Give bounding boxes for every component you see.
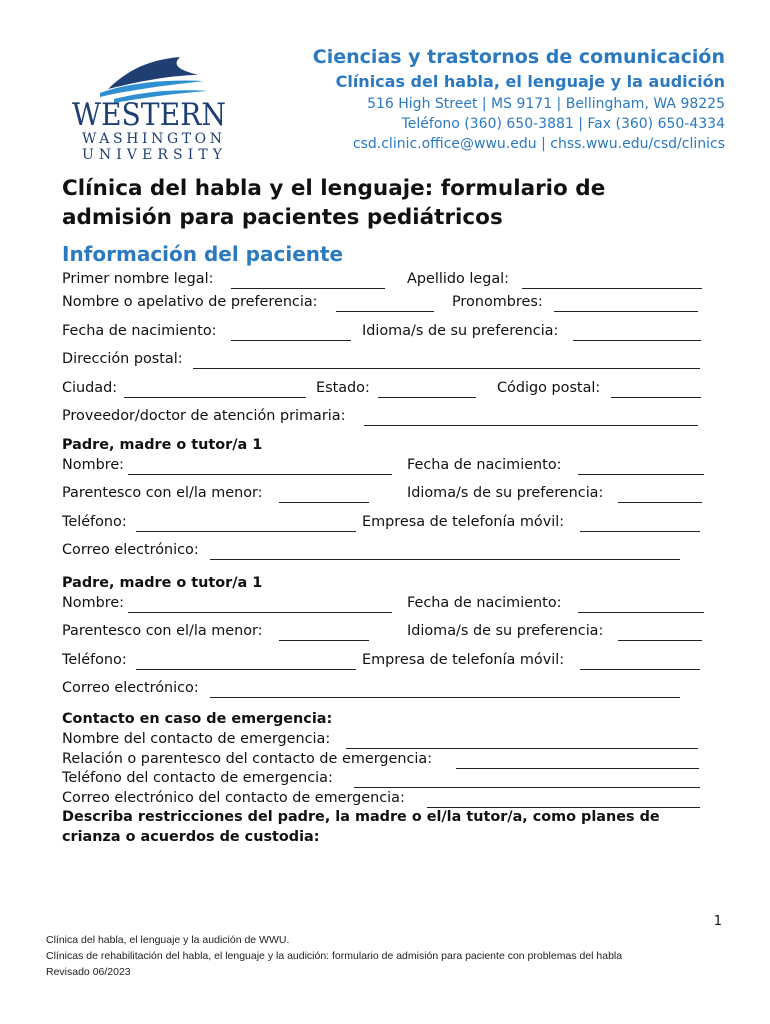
preferred-name-field[interactable] [336,311,434,312]
emergency-email-label: Correo electrónico del contacto de emergencia: [62,790,405,806]
guardian1-language-field[interactable] [618,502,702,503]
clinics-name: Clínicas del habla, el lenguaje y la audición [335,72,725,91]
footer-line1: Clínica del habla, el lenguaje y la audición de WWU. [46,934,290,946]
guardian1-heading: Padre, madre o tutor/a 1 [62,437,263,453]
guardian2-name-field[interactable] [128,612,392,613]
first-name-label: Primer nombre legal: [62,271,214,287]
last-name-label: Apellido legal: [407,271,509,287]
emergency-name-label: Nombre del contacto de emergencia: [62,731,331,747]
emergency-relationship-field[interactable] [456,768,699,769]
guardian1-relationship-label: Parentesco con el/la menor: [62,485,263,501]
pronouns-field[interactable] [554,311,698,312]
emergency-heading: Contacto en caso de emergencia: [62,711,333,727]
dob-label: Fecha de nacimiento: [62,323,217,339]
language-field[interactable] [573,340,701,341]
guardian2-language-label: Idioma/s de su preferencia: [407,623,604,639]
guardian1-carrier-label: Empresa de telefonía móvil: [362,514,565,530]
logo-western: WESTERN [72,97,226,133]
emergency-name-field[interactable] [346,748,698,749]
emergency-relationship-label: Relación o parentesco del contacto de emergencia: [62,751,433,767]
provider-label: Proveedor/doctor de atención primaria: [62,408,346,424]
address-label: Dirección postal: [62,351,183,367]
city-field[interactable] [124,397,306,398]
guardian2-email-field[interactable] [210,697,680,698]
custody-prompt-line2: crianza o acuerdos de custodia: [62,829,320,845]
clinic-web: csd.clinic.office@wwu.edu | chss.wwu.edu/csd/clinics [352,136,725,152]
guardian2-email-label: Correo electrónico: [62,680,199,696]
emergency-phone-field[interactable] [354,787,700,788]
guardian1-phone-label: Teléfono: [62,514,127,530]
zip-field[interactable] [611,397,701,398]
form-title-line2: admisión para pacientes pediátricos [62,205,503,230]
last-name-field[interactable] [522,288,702,289]
emergency-email-field[interactable] [427,807,700,808]
city-label: Ciudad: [62,380,118,396]
guardian1-dob-label: Fecha de nacimiento: [407,457,562,473]
page-number: 1 [713,914,722,929]
address-field[interactable] [193,368,700,369]
guardian2-carrier-label: Empresa de telefonía móvil: [362,652,565,668]
guardian1-phone-field[interactable] [136,531,356,532]
clinic-address: 516 High Street | MS 9171 | Bellingham, WA 98225 [367,96,725,112]
logo-washington: WASHINGTON [82,131,222,147]
guardian2-phone-field[interactable] [136,669,356,670]
form-title-line1: Clínica del habla y el lenguaje: formulario de [62,176,606,201]
guardian1-name-field[interactable] [128,474,392,475]
preferred-name-label: Nombre o apelativo de preferencia: [62,294,318,310]
pronouns-label: Pronombres: [452,294,543,310]
guardian2-language-field[interactable] [618,640,702,641]
footer-line3: Revisado 06/2023 [46,966,131,978]
guardian2-dob-field[interactable] [578,612,704,613]
guardian2-phone-label: Teléfono: [62,652,127,668]
guardian1-carrier-field[interactable] [580,531,700,532]
custody-prompt-line1: Describa restricciones del padre, la madre o el/la tutor/a, como planes de [62,809,660,825]
guardian2-relationship-field[interactable] [279,640,369,641]
guardian1-relationship-field[interactable] [279,502,369,503]
wwu-logo [70,55,230,163]
clinic-phone: Teléfono (360) 650-3881 | Fax (360) 650-4334 [401,116,725,132]
guardian1-dob-field[interactable] [578,474,704,475]
footer-line2: Clínicas de rehabilitación del habla, el lenguaje y la audición: formulario de admisión para paciente con problemas del habla [46,950,623,962]
provider-field[interactable] [364,425,698,426]
guardian1-email-label: Correo electrónico: [62,542,199,558]
guardian2-name-label: Nombre: [62,595,125,611]
first-name-field[interactable] [231,288,385,289]
guardian1-language-label: Idioma/s de su preferencia: [407,485,604,501]
guardian2-heading: Padre, madre o tutor/a 1 [62,575,263,591]
zip-label: Código postal: [497,380,601,396]
dob-field[interactable] [231,340,351,341]
logo-university: UNIVERSITY [82,147,222,163]
guardian2-carrier-field[interactable] [580,669,700,670]
state-field[interactable] [378,397,476,398]
guardian1-email-field[interactable] [210,559,680,560]
emergency-phone-label: Teléfono del contacto de emergencia: [62,770,333,786]
state-label: Estado: [316,380,370,396]
section-title: Información del paciente [62,242,344,266]
department-name: Ciencias y trastornos de comunicación [312,46,725,68]
guardian2-relationship-label: Parentesco con el/la menor: [62,623,263,639]
guardian1-name-label: Nombre: [62,457,125,473]
language-label: Idioma/s de su preferencia: [362,323,559,339]
guardian2-dob-label: Fecha de nacimiento: [407,595,562,611]
